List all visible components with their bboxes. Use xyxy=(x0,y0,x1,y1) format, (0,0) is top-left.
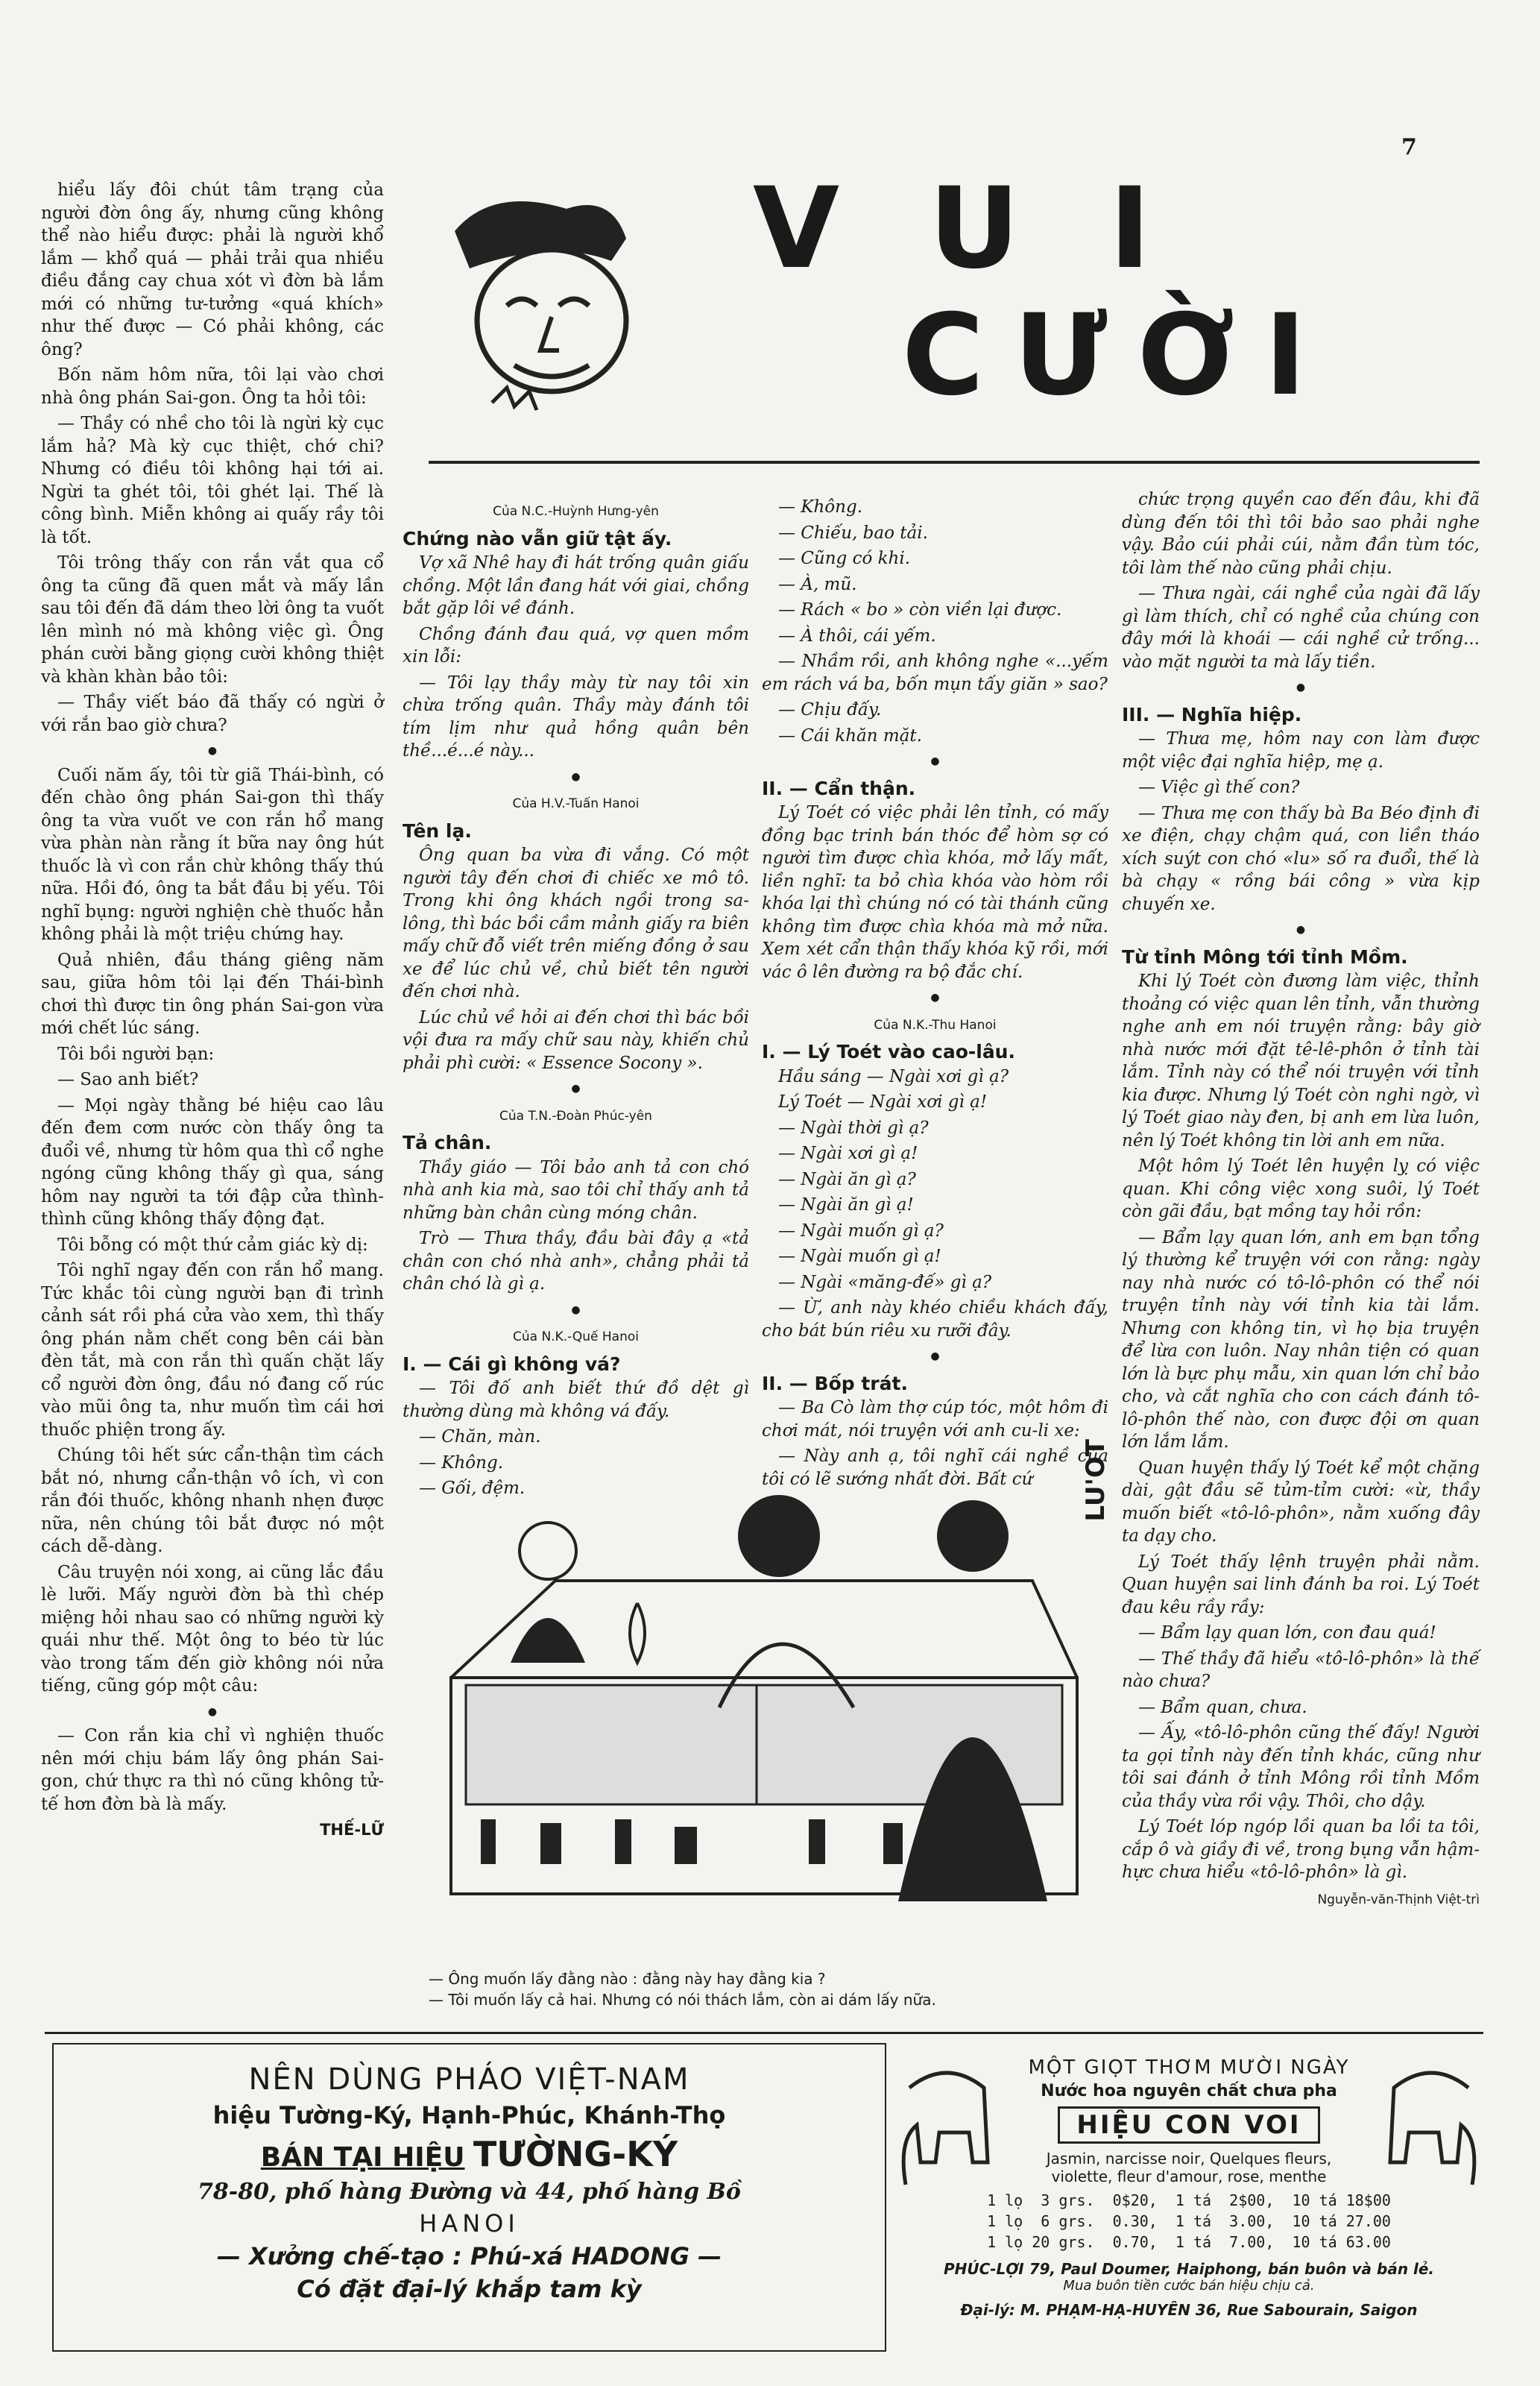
story-title: II. — Cẩn thận. xyxy=(762,777,916,799)
col1-paragraph: — Thầy viết báo đã thấy có ngừi ở với rắn bao giờ chưa? xyxy=(41,693,384,735)
story-title: I. — Lý Toét vào cao-lâu. xyxy=(762,1041,1015,1063)
story-line: Một hôm lý Toét lên huyện lỵ có việc quan. Khi công việc xong suôi, lý Toét còn gãi đầu, bạt mồng tay hỏi rồn: xyxy=(1122,1156,1480,1221)
ad-right-scents-2: violette, fleur d'amour, rose, menthe xyxy=(1051,2168,1327,2185)
ad-left-brand: TƯỜNG-KÝ xyxy=(473,2134,678,2174)
cartoon-illustration xyxy=(391,1484,1122,1901)
story-line: — Ấy, «tô-lô-phôn cũng thế đấy! Người ta gọi tỉnh này đến tỉnh khác, cũng như tôi sai đánh ở tỉnh Mông rồi tỉnh Mồm của thầy vừa rồi vậy. Thôi, cho dậy. xyxy=(1122,1723,1480,1811)
story-byline: Của N.K.-Quế Hanoi xyxy=(512,1329,639,1344)
col1-paragraph: Bốn năm hôm nữa, tôi lại vào chơi nhà ông phán Sai-gon. Ông ta hỏi tôi: xyxy=(41,365,384,408)
col1-paragraphs xyxy=(41,179,384,1816)
story-line: — Không. xyxy=(419,1452,504,1473)
story-byline: Của N.C.-Huỳnh Hưng-yên xyxy=(493,504,659,519)
ad-right-agent: Đại-lý: M. PHẠM-HẠ-HUYÊN 36, Rue Sabourain, Saigon xyxy=(960,2301,1418,2319)
cartoon-caption xyxy=(429,1968,1099,2010)
story-line: — Ngài thời gì ạ? xyxy=(778,1118,929,1138)
story-line: — Tôi lạy thầy mày từ nay tôi xin chừa trống quân. Thầy mày đánh tôi tím lịm như quả hồng quân bên thề...é...é này... xyxy=(403,673,749,761)
story-line: Khi lý Toét còn đương làm việc, thỉnh thoảng có việc quan lên tỉnh, vẫn thường nghe anh em nói truyện rằng: bây giờ nhà nước mới đặt tê-lê-phôn ở tỉnh tài lắm. Tỉnh này có thể nói truyện với tỉnh kia được. Nhưng lý Toét còn nghi ngờ, vì lý Toét giao này đen, bị anh em lừa luôn, nên lý Toét không tin lời anh em nữa. xyxy=(1122,972,1480,1150)
story-line: — Ngài «măng-đế» gì ạ? xyxy=(778,1272,992,1292)
story-line: — Rách « bo » còn viền lại được. xyxy=(778,600,1062,620)
col1-paragraph: Tôi bỗng có một thứ cảm giác kỳ dị: xyxy=(57,1235,368,1255)
story-line: — Gối, đệm. xyxy=(419,1479,526,1498)
ad-right-price-2: 1 lọ 6 grs. 0.30, 1 tá 3.00, 10 tá 27.00 xyxy=(987,2212,1391,2230)
story-line: Thầy giáo — Tôi bảo anh tả con chó nhà anh kia mà, sao tôi chỉ thấy anh tả những bàn chân cùng móng chân. xyxy=(403,1157,749,1223)
ad-right-address-1: PHÚC-LỢI 79, Paul Doumer, Haiphong, bán buôn và bán lẻ. xyxy=(943,2260,1435,2278)
ad-right-line-2: Nước hoa nguyên chất chưa pha xyxy=(1041,2082,1337,2100)
ad-right-address-2: Mua buôn tiền cước bán hiệu chịu cả. xyxy=(1063,2278,1315,2294)
col1-paragraph: hiểu lấy đôi chút tâm trạng của người đờn ông ấy, nhưng cũng không thể nào hiểu được: phải là người khổ lắm — khổ quá — phải trải qua nhiều điều đắng cay chua xót vì đờn bà lắm mới có những tư-tưởng «quá khích» như thế được — Có phải không, các ông? xyxy=(41,180,384,359)
ad-left-line-5: HANOI xyxy=(419,2209,520,2238)
col1-signature: THẾ-LỮ xyxy=(320,1821,384,1839)
story-line: — Ba Cò làm thợ cúp tóc, một hôm đi chơi mát, nói truyện với anh cu-li xe: xyxy=(762,1398,1108,1441)
story-line: — Nhầm rồi, anh không nghe «...yếm em rách vá ba, bốn mụn tấy giăn » sao? xyxy=(762,652,1108,694)
story-line: chức trọng quyền cao đến đâu, khi đã dùng đến tôi thì tôi bảo sao phải nghe vậy. Bảo cúi phải cúi, nằm đần tùm tóc, tôi làm thế nào cũng phải chịu. xyxy=(1122,490,1480,578)
ad-left-line-6: — Xưởng chế-tạo : Phú-xá HADONG — xyxy=(216,2242,722,2270)
story-line: Vợ xã Nhê hay đi hát trống quân giấu chồng. Một lần đang hát với giai, chồng bắt gặp lôi về đánh. xyxy=(403,553,749,618)
story-line: Lý Toét có việc phải lên tỉnh, có mấy đồng bạc trinh bán thóc để hòm sợ có người tìm được chìa khóa, mở lấy mất, liền nghĩ: ta bỏ chìa khóa vào hòm rồi khóa lại thì chúng nó có tài thánh cũng không tìm được chìa khóa mà mở nữa. Xem xét cẩn thận thấy khóa kỹ rồi, mới vác ô lên đường ra bộ đắc chí. xyxy=(762,803,1108,982)
col1-paragraph: Câu truyện nói xong, ai cũng lắc đầu lè lưỡi. Mấy người đờn bà thì chép miệng hỏi nhau sao có những người kỳ quái như thế. Một ông to béo từ lúc vào trong tấm đến giờ không nói nửa tiếng, cũng góp một câu: xyxy=(41,1562,384,1696)
story-line: — Chịu đấy. xyxy=(778,700,882,720)
story-title: Tả chân. xyxy=(403,1132,492,1153)
story-line: — Bẩm lạy quan lớn, anh em bạn tổng lý thường kể truyện với con rằng: ngày nay nhà nước có tô-lô-phôn có thể nói truyện tỉnh này với tỉnh kia tài lắm. Nhưng con không tin, vì họ bịa truyện để lừa con luôn. Nay nhân tiện có quan lớn là bực phụ mẫu, xin quan lớn chỉ bảo cho, và cắt nghĩa cho con cách đánh tô-lô-phôn thế nào, con được đội ơn quan lớn lắm lắm. xyxy=(1122,1227,1480,1452)
story-line: — Việc gì thế con? xyxy=(1138,778,1300,797)
ad-right-price-3: 1 lọ 20 grs. 0.70, 1 tá 7.00, 10 tá 63.00 xyxy=(987,2233,1391,2251)
ad-left-line-2: hiệu Tường-Ký, Hạnh-Phúc, Khánh-Thọ xyxy=(212,2101,726,2130)
separator-icon: ● xyxy=(930,1350,940,1362)
story-line: — Cũng có khi. xyxy=(778,549,911,568)
story-line: — À thôi, cái yếm. xyxy=(778,626,936,646)
col1-paragraph: Chúng tôi hết sức cẩn-thận tìm cách bắt nó, nhưng cẩn-thận vô ích, vì con rắn đói thuốc, không nhanh nhẹn được nữa, nên chúng tôi bắt được nó một cách dễ-dàng. xyxy=(41,1446,384,1556)
col1-paragraph: Tôi nghĩ ngay đến con rắn hổ mang. Tức khắc tôi cùng người bạn đi trình cảnh sát rồi phá cửa vào xem, thì thấy ông phán nằm chết cong bên cái bàn đèn tắt, mà con rắn thì quấn chặt lấy cổ người đờn ông, đầu nó đang cố rúc vào mũi ông ta, như muốn tìm cái hơi thuốc phiện trong ấy. xyxy=(41,1261,384,1440)
story-line: Hầu sáng — Ngài xơi gì ạ? xyxy=(778,1066,1009,1086)
caption-line-2: — Tôi muốn lấy cả hai. Nhưng có nói thách lắm, còn ai dám lấy nữa. xyxy=(429,1991,936,2009)
ad-right-price-1: 1 lọ 3 grs. 0$20, 1 tá 2$00, 10 tá 18$00 xyxy=(987,2191,1391,2209)
separator-icon: ● xyxy=(930,755,940,767)
story-title: Tên lạ. xyxy=(403,819,472,842)
story-line: — Cái khăn mặt. xyxy=(778,725,922,746)
col1-paragraph: Quả nhiên, đầu tháng giêng năm sau, giữa hôm tôi lại đến Thái-bình chơi thì được tin ông phán Sai-gon vừa mới chết lúc sáng. xyxy=(41,950,384,1038)
separator-icon: ● xyxy=(1296,682,1306,693)
ad-right-line-1: MỘT GIỌT THƠM MƯỜI NGÀY xyxy=(1028,2056,1350,2079)
story-line: — Thưa ngài, cái nghề của ngài đã lấy gì làm thích, chỉ có nghề của chúng con đây mới là khoái — cái nghề cử trống... vào mặt người ta mà lấy tiền. xyxy=(1122,584,1480,672)
separator-icon: ● xyxy=(207,1705,218,1718)
story-title: III. — Nghĩa hiệp. xyxy=(1122,703,1302,725)
story-line: — Không. xyxy=(778,497,863,517)
separator-icon: ● xyxy=(571,1083,581,1095)
story-line: Ông quan ba vừa đi vắng. Có một người tây đến chơi đi chiếc xe mô tô. Trong khi ông khách ngồi trong sa-lông, thì bác bồi cầm mảnh giấy ra biên mấy chữ đỗ viết trên miếng đồng ở sau xe để lúc chủ về, chủ biết tên người đến chơi nhà. xyxy=(403,846,749,1001)
story-signature: Nguyễn-văn-Thịnh Việt-trì xyxy=(1317,1892,1480,1907)
story-line: Lúc chủ về hỏi ai đến chơi thì bác bồi vội đưa ra mấy chữ sau này, khiến chủ phải phì cười: « Essence Socony ». xyxy=(403,1007,749,1073)
ad-right-scents-1: Jasmin, narcisse noir, Quelques fleurs, xyxy=(1046,2150,1332,2168)
col1-paragraph: — Con rắn kia chỉ vì nghiện thuốc nên mới chịu bám lấy ông phán Sai-gon, chứ thực ra thì nó cũng không tử-tế hơn đờn bà là mấy. xyxy=(41,1726,384,1814)
separator-icon: ● xyxy=(207,745,218,757)
masthead xyxy=(440,164,1439,447)
masthead-title-line1: VUI xyxy=(753,164,1240,294)
story-line: — Bẩm lạy quan lớn, con đau quá! xyxy=(1138,1623,1436,1643)
separator-icon: ● xyxy=(571,1303,581,1316)
story-line: — Thế thầy đã hiểu «tô-lô-phôn» là thế nào chưa? xyxy=(1122,1649,1480,1691)
story-line: Lý Toét — Ngài xơi gì ạ! xyxy=(778,1092,988,1112)
masthead-rule xyxy=(429,461,1480,464)
story-line: Trò — Thưa thầy, đầu bài đây ạ «tả chân con chó nhà anh», chẳng phải tả chân chó là gì ạ. xyxy=(403,1229,749,1294)
ad-left-line-1: NÊN DÙNG PHÁO VIỆT-NAM xyxy=(248,2062,690,2097)
story-line: — Ừ, anh này khéo chiều khách đấy, cho bát bún riêu xu rưỡi đây. xyxy=(762,1298,1108,1341)
ad-left-line-4: 78-80, phố hàng Đường và 44, phố hàng Bồ xyxy=(198,2179,741,2205)
story-line: — Ngài ăn gì ạ! xyxy=(778,1195,914,1215)
story-line: — Thưa mẹ con thấy bà Ba Béo định đi xe điện, chạy chậm quá, con liền tháo xích suýt con chó «lu» số ra đuổi, thế là bà chạy « rồng bái công » vừa kịp chuyến xe. xyxy=(1122,803,1480,914)
ad-hieu-con-voi xyxy=(894,2043,1483,2356)
separator-icon: ● xyxy=(571,770,581,783)
story-line: — Ngài xơi gì ạ! xyxy=(778,1144,918,1163)
story-line: — Ngài muốn gì ạ? xyxy=(778,1221,944,1241)
story-line: — Thưa mẹ, hôm nay con làm được một việc đại nghĩa hiệp, mẹ ạ. xyxy=(1122,729,1480,772)
masthead-caricature xyxy=(440,179,663,425)
story-title: Từ tỉnh Mông tới tỉnh Mồm. xyxy=(1122,945,1408,968)
story-line: Lý Toét thấy lệnh truyện phải nằm. Quan huyện sai linh đánh ba roi. Lý Toét đau kêu rầy rầy: xyxy=(1122,1552,1480,1617)
ad-phao-viet-nam xyxy=(52,2043,886,2352)
story-line: — Tôi đố anh biết thứ đồ dệt gì thường dùng mà không vá đấy. xyxy=(403,1379,749,1421)
masthead-title-line2: CƯỜI xyxy=(902,291,1337,421)
col1-paragraph: Tôi bồi người bạn: xyxy=(57,1044,215,1064)
ads-rule xyxy=(45,2032,1483,2034)
story-line: Chồng đánh đau quá, vợ quen mồm xin lỗi: xyxy=(403,624,749,667)
story-line: — Bẩm quan, chưa. xyxy=(1138,1697,1307,1717)
story-byline: Của T.N.-Đoàn Phúc-yên xyxy=(499,1108,652,1124)
separator-icon: ● xyxy=(930,992,940,1004)
story-line: — Này anh ạ, tôi nghĩ cái nghề của tôi có lẽ sướng nhất đời. Bất cứ xyxy=(762,1447,1108,1489)
column-4 xyxy=(1122,488,1480,2017)
column-1 xyxy=(41,179,384,1998)
ad-right-brand: HIỆU CON VOI xyxy=(1058,2106,1319,2144)
elephant-icon-right xyxy=(1379,2058,1483,2200)
column-2 xyxy=(403,496,749,1498)
story-title: II. — Bốp trát. xyxy=(762,1372,908,1394)
col1-paragraph: Cuối năm ấy, tôi từ giã Thái-bình, có đến chào ông phán Sai-gon thì thấy ông ta vừa vuốt ve con rắn hổ mang vừa phàn nàn rằng ít bữa nay ông hút thuốc là vì con rắn chừ không thấy thú nữa. Hồi đó, ông ta bắt đầu bị yếu. Tôi nghĩ bụng: người nghiện chè thuốc hẳn không phải là một triệu chứng hay. xyxy=(41,765,384,944)
col1-paragraph: — Mọi ngày thằng bé hiệu cao lâu đến đem cơm nước còn thấy ông ta đuổi về, nhưng từ hôm qua thì cổ nghe ngóng cũng không thấy gì qua, sáng hôm nay người ta tới đập cửa thình-thình cũng không thấy động đạt. xyxy=(41,1095,384,1229)
story-byline: Của N.K.-Thu Hanoi xyxy=(874,1017,997,1033)
col1-paragraph: Tôi trông thấy con rắn vắt qua cổ ông ta cũng đã quen mắt và mấy lần sau tôi đến đã dám theo lời ông ta vuốt lên mình nó mà không việc gì. Ông phán cười bằng giọng cười không thiệt và khàn khàn bảo tôi: xyxy=(41,553,384,687)
caption-line-1: — Ông muốn lấy đằng nào : đằng này hay đằng kia ? xyxy=(429,1970,826,1988)
story-line: — À, mũ. xyxy=(778,574,857,594)
story-byline: Của H.V.-Tuấn Hanoi xyxy=(512,796,640,811)
story-line: — Ngài ăn gì ạ? xyxy=(778,1169,916,1189)
ad-left-line-3a: BÁN TẠI HIỆU xyxy=(260,2142,465,2173)
col1-paragraph: — Sao anh biết? xyxy=(57,1070,199,1089)
story-line: — Ngài muốn gì ạ! xyxy=(778,1247,941,1266)
story-line: Lý Toét lóp ngóp lồi quan ba lồi ta tôi, cắp ô và giầy đi về, trong bụng vẫn hậm-hực chưa hiểu «tô-lô-phôn» là gì. xyxy=(1122,1817,1480,1882)
ad-left-line-7: Có đặt đại-lý khắp tam kỳ xyxy=(297,2275,642,2303)
story-line: — Chiếu, bao tải. xyxy=(778,523,928,543)
col1-paragraph: — Thầy có nhề cho tôi là ngừi kỳ cục lắm hả? Mà kỳ cục thiệt, chớ chi? Nhưng có điều tôi không hại tới ai. Ngừi ta ghét tôi, tôi ghét lại. Thế là công bình. Miễn không ai quấy rầy tôi là tốt. xyxy=(41,414,384,547)
artist-signature: LU'OT xyxy=(1081,1439,1111,1522)
story-line: — Chăn, màn. xyxy=(419,1427,541,1447)
separator-icon: ● xyxy=(1296,924,1306,936)
page-number: 7 xyxy=(1401,134,1417,160)
elephant-icon-left xyxy=(894,2058,999,2200)
story-title: I. — Cái gì không vá? xyxy=(403,1353,621,1375)
story-title: Chứng nào vẫn giữ tật ấy. xyxy=(403,527,672,550)
story-line: Quan huyện thấy lý Toét kể một chặng dài, gật đầu sẽ tủm-tỉm cười: «ừ, thầy muốn biết «tô-lô-phôn», nằm xuống đây ta dạy cho. xyxy=(1122,1458,1480,1546)
